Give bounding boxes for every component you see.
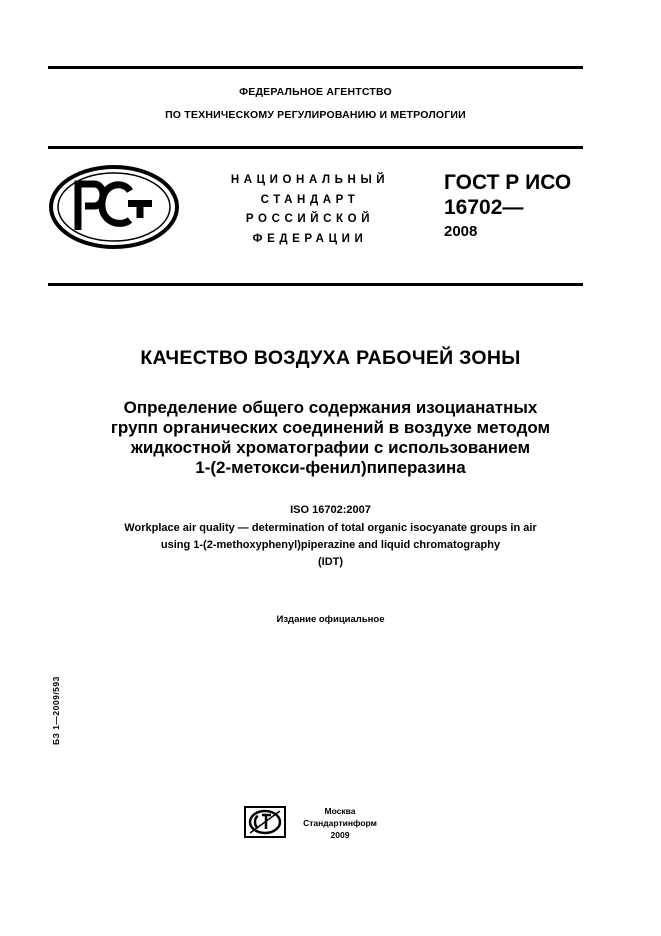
english-title-line-1: Workplace air quality — determination of total organic isocyanate groups in air bbox=[124, 522, 537, 534]
publisher-logo-icon bbox=[244, 806, 286, 838]
subtitle-line-2: групп органических соединений в воздухе методом bbox=[110, 418, 551, 437]
subtitle-line-1: Определение общего содержания изоцианатных bbox=[123, 398, 538, 417]
standard-type-line-2: СТАНДАРТ bbox=[260, 194, 360, 206]
iso-reference: ISO 16702:2007 bbox=[290, 504, 371, 516]
standard-type-line-3: РОССИЙСКОЙ bbox=[245, 213, 375, 225]
publisher-name: Стандартинформ bbox=[303, 818, 377, 828]
edition-label: Издание официальное bbox=[276, 614, 385, 625]
publisher-year: 2009 bbox=[330, 830, 350, 840]
english-title-line-2: using 1-(2-methoxyphenyl)piperazine and liquid chromatography bbox=[160, 539, 501, 551]
gost-year: 2008 bbox=[444, 223, 478, 240]
main-title: КАЧЕСТВО ВОЗДУХА РАБОЧЕЙ ЗОНЫ bbox=[140, 347, 521, 369]
idt-marker: (IDT) bbox=[317, 556, 344, 568]
gost-logo-icon bbox=[48, 164, 180, 250]
middle-rule bbox=[48, 283, 583, 286]
subtitle-line-3: жидкостной хроматографии с использованием bbox=[130, 438, 531, 457]
agency-line-1: ФЕДЕРАЛЬНОЕ АГЕНТСТВО bbox=[239, 86, 392, 98]
publisher-city: Москва bbox=[324, 806, 356, 816]
standard-type-line-4: ФЕДЕРАЦИИ bbox=[252, 233, 368, 245]
side-code: БЗ 1—2009/593 bbox=[51, 676, 61, 745]
subtitle-line-4: 1-(2-метокси-фенил)пиперазина bbox=[195, 458, 466, 477]
header-rule bbox=[48, 146, 583, 149]
agency-line-2: ПО ТЕХНИЧЕСКОМУ РЕГУЛИРОВАНИЮ И МЕТРОЛОГИИ bbox=[165, 109, 466, 121]
standard-type-line-1: НАЦИОНАЛЬНЫЙ bbox=[230, 174, 390, 186]
gost-designation-line-1: ГОСТ Р ИСО bbox=[444, 171, 572, 194]
top-rule bbox=[48, 66, 583, 69]
gost-designation-line-2: 16702— bbox=[444, 196, 524, 219]
